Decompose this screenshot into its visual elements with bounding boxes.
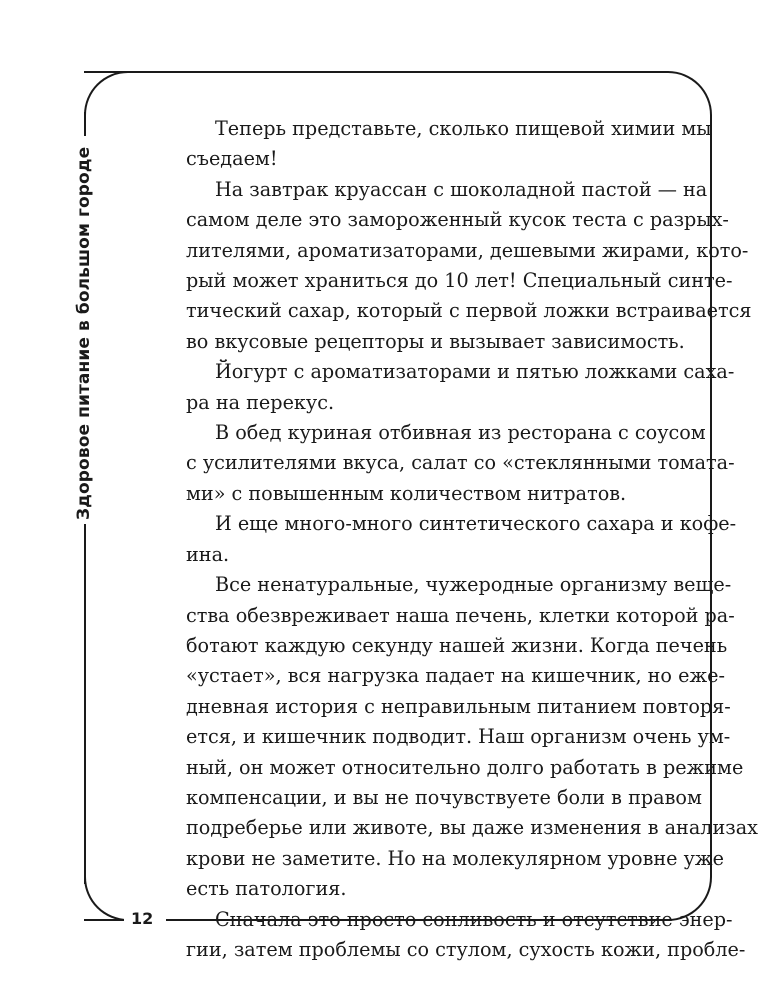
text-line: с усилителями вкуса, салат со «стеклянными томата- xyxy=(186,451,735,475)
text-line: И еще много-много синтетического сахара и кофе- xyxy=(215,512,737,536)
paragraph xyxy=(157,418,735,509)
text-line: ства обезвреживает наша печень, клетки которой ра- xyxy=(186,603,735,627)
frame-left-edge-top xyxy=(84,112,86,136)
text-line: «устает», вся нагрузка падает на кишечник, но еже- xyxy=(186,664,725,688)
body-text xyxy=(157,114,758,965)
text-line: ботают каждую секунду нашей жизни. Когда печень xyxy=(186,633,728,657)
paragraph xyxy=(157,114,712,175)
text-line: съедаем! xyxy=(186,147,278,171)
text-line: подреберье или животе, вы даже изменения в анализах xyxy=(186,816,758,840)
text-line: лителями, ароматизаторами, дешевыми жирами, кото- xyxy=(186,238,749,262)
text-line: Сначала это просто сонливость и отсутствие энер- xyxy=(215,907,733,931)
text-line: гии, затем проблемы со стулом, сухость кожи, пробле- xyxy=(186,937,746,961)
text-line: ра на перекус. xyxy=(186,390,335,414)
running-head: Здоровое питание в большом городе xyxy=(74,146,94,520)
text-line: ми» с повышенным количеством нитратов. xyxy=(186,481,627,505)
text-line: компенсации, и вы не почувствуете боли в правом xyxy=(186,785,702,809)
text-line: дневная история с неправильным питанием повторя- xyxy=(186,694,731,718)
text-line: Йогурт с ароматизаторами и пятью ложками саха- xyxy=(215,360,735,384)
text-line: Теперь представьте, сколько пищевой химии мы xyxy=(215,117,712,140)
paragraph xyxy=(157,570,758,904)
text-line: самом деле это замороженный кусок теста с разрых- xyxy=(186,208,729,232)
text-line: В обед куриная отбивная из ресторана с соусом xyxy=(215,421,706,445)
frame-left-edge-bottom xyxy=(84,524,86,884)
text-line: крови не заметите. Но на молекулярном уровне уже xyxy=(186,846,724,870)
paragraph xyxy=(157,175,752,357)
text-line: ется, и кишечник подводит. Наш организм очень ум- xyxy=(186,725,731,749)
paragraph xyxy=(157,357,735,418)
text-line: тический сахар, который с первой ложки встраивается xyxy=(186,299,752,323)
page-number: 12 xyxy=(131,909,154,928)
text-line: ина. xyxy=(186,542,230,566)
text-line: Все ненатуральные, чужеродные организму веще- xyxy=(215,573,732,597)
text-line: ный, он может относительно долго работать в режиме xyxy=(186,755,744,779)
paragraph xyxy=(157,509,737,570)
text-line: во вкусовые рецепторы и вызывает зависимость. xyxy=(186,329,685,353)
text-line: рый может храниться до 10 лет! Специальный синте- xyxy=(186,269,733,293)
text-line: На завтрак круассан с шоколадной пастой — на xyxy=(215,177,708,201)
text-line: есть патология. xyxy=(186,877,347,901)
paragraph xyxy=(157,905,746,966)
